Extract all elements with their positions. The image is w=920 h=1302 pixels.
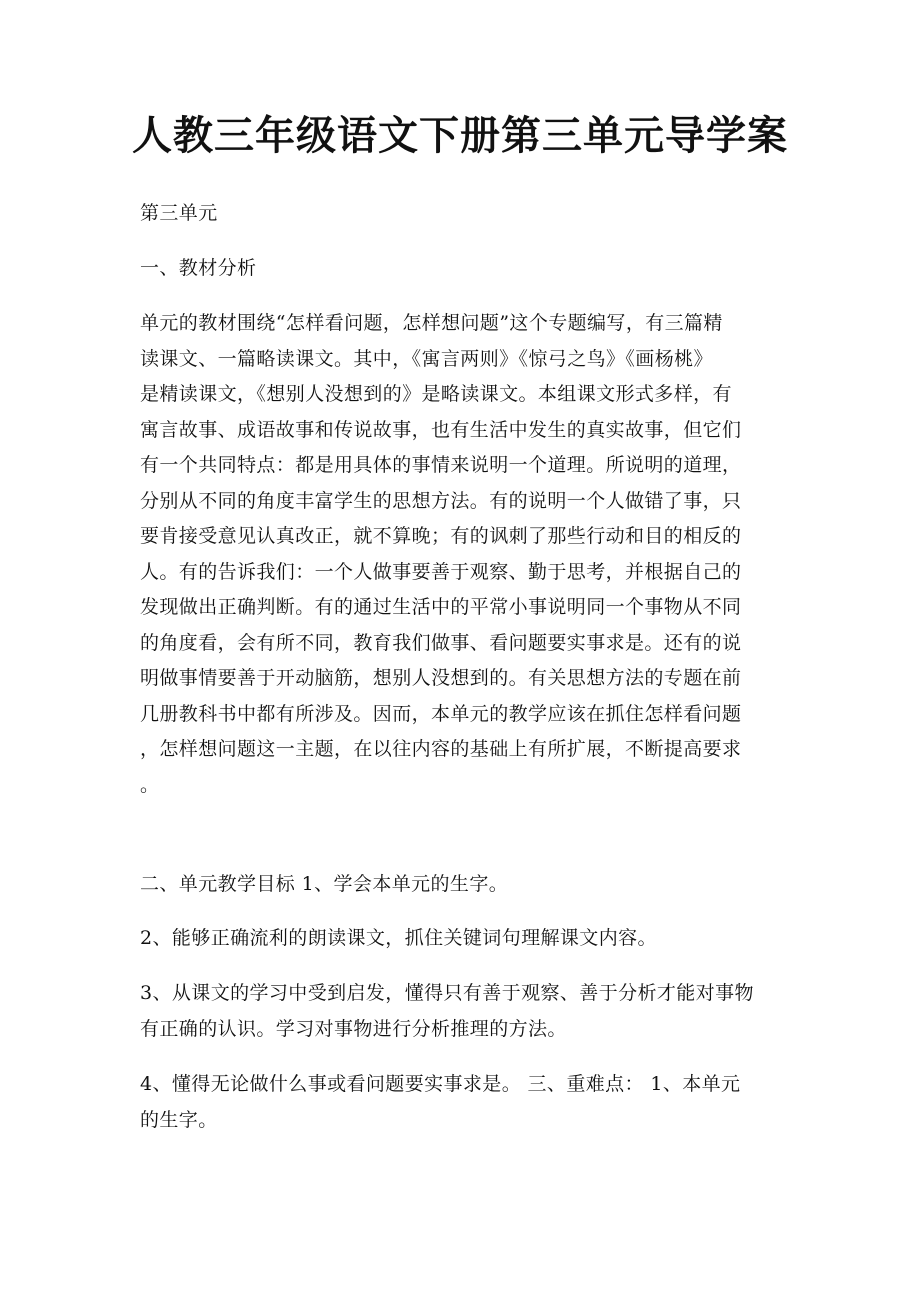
analysis-line: 有一个共同特点：都是用具体的事情来说明一个道理。所说明的道理， [140,454,742,476]
goal-4 [140,1067,783,1138]
goal-4-line: 4、懂得无论做什么事或看问题要实事求是。 三、重难点： 1、本单元 [140,1073,741,1095]
analysis-line: 发现做出正确判断。有的通过生活中的平常小事说明同一个事物从不同 [140,596,742,618]
document-title: 人教三年级语文下册第三单元导学案 [132,112,788,159]
analysis-line: 读课文、一篇略读课文。其中，《寓言两则》《惊弓之鸟》《画杨桃》 [140,347,713,370]
goal-2: 2、能够正确流利的朗读课文，抓住关键词句理解课文内容。 [140,927,657,949]
analysis-line: 的角度看，会有所不同，教育我们做事、看问题要实事求是。还有的说 [140,631,742,654]
analysis-line: 是精读课文，《想别人没想到的》是略读课文。本组课文形式多样，有 [140,383,732,405]
analysis-line: 分别从不同的角度丰富学生的思想方法。有的说明一个人做错了事，只 [140,489,742,512]
analysis-line: 要肯接受意见认真改正，就不算晚；有的讽刺了那些行动和目的相反的 [140,525,742,547]
goal-3-line: 3、从课文的学习中受到启发，懂得只有善于观察、善于分析才能对事物 [140,982,754,1004]
analysis-line: 。 [140,773,160,796]
goals-heading-line: 二、单元教学目标 1、学会本单元的生字。 [140,873,509,895]
analysis-line: 寓言故事、成语故事和传说故事，也有生活中发生的真实故事，但它们 [140,418,742,441]
analysis-line: 单元的教材围绕“怎样看问题，怎样想问题”这个专题编写，有三篇精 [140,312,723,334]
analysis-line: 明做事情要善于开动脑筋，想别人没想到的。有关思想方法的专题在前 [140,667,742,689]
analysis-line: 几册教科书中都有所涉及。因而，本单元的教学应该在抓住怎样看问题 [140,702,742,725]
unit-heading: 第三单元 [140,202,218,224]
analysis-heading: 一、教材分析 [140,257,257,279]
analysis-line: 人。有的告诉我们：一个人做事要善于观察、勤于思考，并根据自己的 [140,560,742,583]
goal-3-line: 有正确的认识。学习对事物进行分析推理的方法。 [140,1017,567,1040]
goal-3 [140,976,783,1047]
goal-4-line: 的生字。 [140,1108,218,1131]
analysis-paragraph [140,306,783,803]
analysis-line: ，怎样想问题这一主题，在以往内容的基础上有所扩展，不断提高要求 [140,738,742,760]
